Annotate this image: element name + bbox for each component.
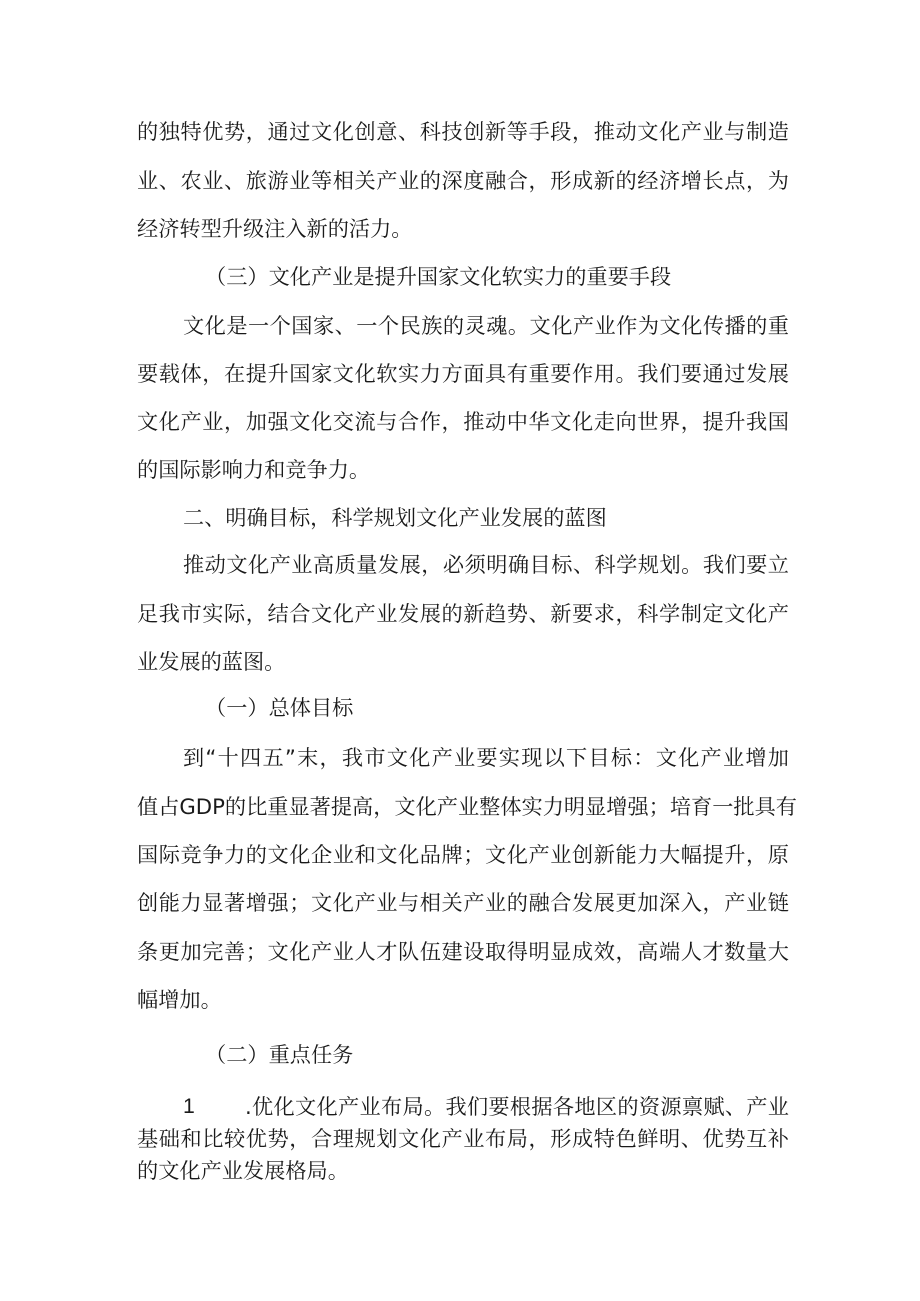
paragraph-line: 要载体，在提升国家文化软实力方面具有重要作用。我们要通过发展 (137, 361, 789, 386)
paragraph-line: .优化文化产业布局。我们要根据各地区的资源禀赋、产业 (245, 1094, 789, 1119)
paragraph-line: 值占GDP的比重显著提高，文化产业整体实力明显增强；培育一批具有 (137, 794, 797, 819)
paragraph-line: 推动文化产业高质量发展，必须明确目标、科学规划。我们要立 (183, 552, 789, 577)
section-heading: （三）文化产业是提升国家文化软实力的重要手段 (205, 264, 672, 289)
paragraph-line: 幅增加。 (137, 987, 222, 1012)
paragraph-line: 的文化产业发展格局。 (137, 1158, 349, 1183)
paragraph-line: 条更加完善；文化产业人才队伍建设取得明显成效，高端人才数量大 (137, 939, 789, 964)
section-heading: （二）重点任务 (205, 1042, 354, 1067)
paragraph-line: 国际竞争力的文化企业和文化品牌；文化产业创新能力大幅提升，原 (137, 842, 789, 867)
section-heading: 二、明确目标，科学规划文化产业发展的蓝图 (183, 505, 607, 530)
paragraph-line: 基础和比较优势，合理规划文化产业布局，形成特色鲜明、优势互补 (137, 1126, 789, 1151)
list-number: 1 (183, 1095, 195, 1118)
paragraph-line: 足我市实际，结合文化产业发展的新趋势、新要求，科学制定文化产 (137, 601, 789, 626)
paragraph-line: 到“十四五”末，我市文化产业要实现以下目标：文化产业增加 (183, 745, 789, 770)
paragraph-line: 业、农业、旅游业等相关产业的深度融合，形成新的经济增长点，为 (137, 168, 789, 193)
paragraph-line: 文化是一个国家、一个民族的灵魂。文化产业作为文化传播的重 (183, 313, 789, 338)
paragraph-line: 业发展的蓝图。 (137, 649, 286, 674)
section-heading: （一）总体目标 (205, 695, 354, 720)
paragraph-line: 的独特优势，通过文化创意、科技创新等手段，推动文化产业与制造 (137, 119, 789, 144)
paragraph-line: 经济转型升级注入新的活力。 (137, 216, 413, 241)
paragraph-line: 创能力显著增强；文化产业与相关产业的融合发展更加深入，产业链 (137, 890, 789, 915)
paragraph-line: 的国际影响力和竞争力。 (137, 457, 371, 482)
paragraph-line: 文化产业，加强文化交流与合作，推动中华文化走向世界，提升我国 (137, 409, 789, 434)
